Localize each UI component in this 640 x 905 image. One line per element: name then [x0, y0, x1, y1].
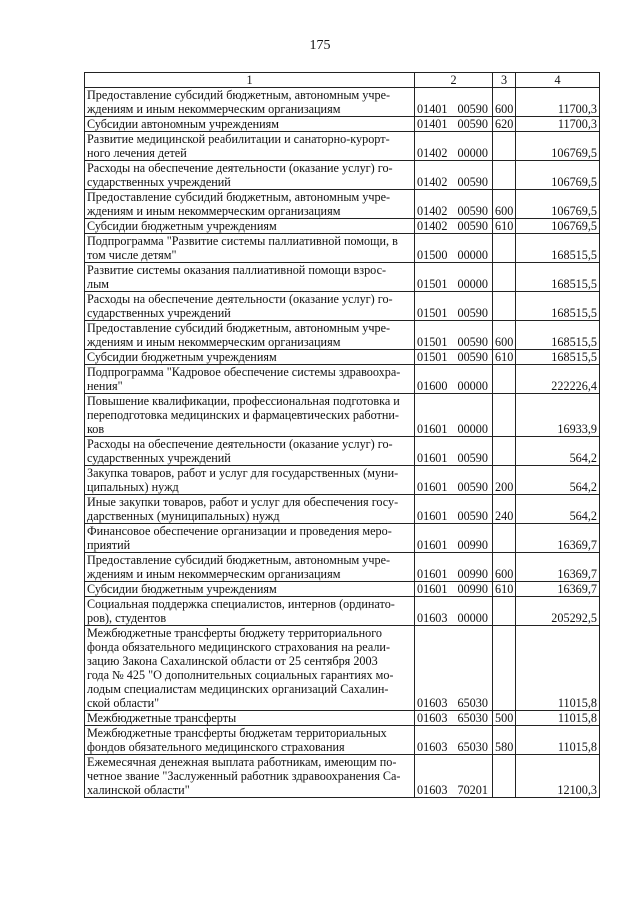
row-code — [415, 394, 493, 437]
row-code-direction: 00590 — [457, 350, 488, 364]
row-amount: 16369,7 — [516, 524, 600, 553]
row-code-direction: 00590 — [457, 102, 488, 116]
row-code — [415, 524, 493, 553]
row-code-program: 01603 — [417, 783, 448, 797]
row-expense-type — [493, 292, 516, 321]
row-expense-type: 610 — [493, 582, 516, 597]
row-amount: 16369,7 — [516, 553, 600, 582]
row-expense-type: 610 — [493, 350, 516, 365]
row-code — [415, 365, 493, 394]
table-row — [85, 132, 600, 161]
row-amount: 564,2 — [516, 495, 600, 524]
row-code-direction: 00990 — [457, 538, 488, 552]
row-name: Предоставление субсидий бюджетным, автономным учре- ждениям и иным некоммерческим организациям — [85, 88, 415, 117]
row-code-program: 01601 — [417, 422, 448, 436]
row-amount: 168515,5 — [516, 263, 600, 292]
row-code — [415, 350, 493, 365]
row-expense-type: 600 — [493, 88, 516, 117]
row-code — [415, 726, 493, 755]
row-code-program: 01601 — [417, 480, 448, 494]
row-code-program: 01603 — [417, 711, 448, 725]
row-name: Финансовое обеспечение организации и проведения меро- приятий — [85, 524, 415, 553]
table-row — [85, 350, 600, 365]
table-body — [85, 88, 600, 798]
row-code — [415, 495, 493, 524]
row-code — [415, 88, 493, 117]
row-amount: 222226,4 — [516, 365, 600, 394]
table-row — [85, 292, 600, 321]
row-name: Подпрограмма "Развитие системы паллиативной помощи, в том числе детям" — [85, 234, 415, 263]
table-row — [85, 711, 600, 726]
row-code-direction: 00990 — [457, 567, 488, 581]
row-expense-type: 600 — [493, 321, 516, 350]
row-code-program: 01603 — [417, 611, 448, 625]
row-name: Субсидии бюджетным учреждениям — [85, 582, 415, 597]
row-code — [415, 234, 493, 263]
header-col-3: 3 — [493, 73, 516, 88]
row-expense-type: 620 — [493, 117, 516, 132]
table-row — [85, 88, 600, 117]
row-code-program: 01402 — [417, 146, 448, 160]
row-code-program: 01501 — [417, 306, 448, 320]
table-row — [85, 161, 600, 190]
table-header-row — [85, 73, 600, 88]
row-name: Межбюджетные трансферты бюджетам территориальных фондов обязательного медицинского страхования — [85, 726, 415, 755]
row-code — [415, 437, 493, 466]
table-row — [85, 597, 600, 626]
row-name: Развитие медицинской реабилитации и санаторно-курорт- ного лечения детей — [85, 132, 415, 161]
row-code-direction: 00590 — [457, 117, 488, 131]
row-code-program: 01601 — [417, 567, 448, 581]
row-code-direction: 00000 — [457, 146, 488, 160]
row-code-program: 01402 — [417, 175, 448, 189]
row-code-direction: 00000 — [457, 611, 488, 625]
row-expense-type: 610 — [493, 219, 516, 234]
row-name: Межбюджетные трансферты бюджету территориального фонда обязательного медицинского страхования на реали- зацию Закона Сахалинской области от 25 сентября 2003 года № 425 "О дополнительных социальных гарантиях мо- лодым специалистам медицинских организаций Сахалин- ской области" — [85, 626, 415, 711]
row-code-program: 01601 — [417, 582, 448, 596]
row-code — [415, 161, 493, 190]
row-expense-type — [493, 263, 516, 292]
row-code-direction: 00590 — [457, 219, 488, 233]
row-code — [415, 466, 493, 495]
table-row — [85, 263, 600, 292]
row-expense-type — [493, 234, 516, 263]
row-name: Субсидии автономным учреждениям — [85, 117, 415, 132]
table-row — [85, 524, 600, 553]
row-name: Закупка товаров, работ и услуг для государственных (муни- ципальных) нужд — [85, 466, 415, 495]
row-code-program: 01500 — [417, 248, 448, 262]
row-amount: 11015,8 — [516, 726, 600, 755]
header-col-2: 2 — [415, 73, 493, 88]
table-row — [85, 582, 600, 597]
row-amount: 564,2 — [516, 466, 600, 495]
row-code — [415, 321, 493, 350]
row-name: Субсидии бюджетным учреждениям — [85, 350, 415, 365]
row-code — [415, 597, 493, 626]
row-code-program: 01501 — [417, 277, 448, 291]
row-code — [415, 553, 493, 582]
row-code-direction: 65030 — [457, 740, 488, 754]
table-row — [85, 321, 600, 350]
row-code-direction: 65030 — [457, 711, 488, 725]
table-row — [85, 726, 600, 755]
row-code-program: 01501 — [417, 335, 448, 349]
row-code — [415, 132, 493, 161]
row-amount: 106769,5 — [516, 132, 600, 161]
row-amount: 564,2 — [516, 437, 600, 466]
row-code-program: 01603 — [417, 740, 448, 754]
row-code — [415, 711, 493, 726]
row-code-direction: 70201 — [457, 783, 488, 797]
row-code-direction: 00000 — [457, 422, 488, 436]
table-row — [85, 755, 600, 798]
header-col-1: 1 — [85, 73, 415, 88]
table-row — [85, 626, 600, 711]
row-amount: 11015,8 — [516, 711, 600, 726]
row-code-program: 01601 — [417, 509, 448, 523]
row-amount: 106769,5 — [516, 190, 600, 219]
row-expense-type — [493, 365, 516, 394]
row-code-direction: 65030 — [457, 696, 488, 710]
row-code-direction: 00000 — [457, 248, 488, 262]
row-expense-type: 500 — [493, 711, 516, 726]
row-amount: 106769,5 — [516, 219, 600, 234]
row-amount: 16369,7 — [516, 582, 600, 597]
row-amount: 12100,3 — [516, 755, 600, 798]
row-expense-type: 600 — [493, 553, 516, 582]
row-code — [415, 117, 493, 132]
row-code-program: 01600 — [417, 379, 448, 393]
row-expense-type: 580 — [493, 726, 516, 755]
row-code-program: 01402 — [417, 219, 448, 233]
row-amount: 11700,3 — [516, 88, 600, 117]
row-code-program: 01601 — [417, 538, 448, 552]
row-expense-type: 200 — [493, 466, 516, 495]
row-code-direction: 00590 — [457, 204, 488, 218]
table-row — [85, 234, 600, 263]
row-amount: 168515,5 — [516, 234, 600, 263]
row-amount: 106769,5 — [516, 161, 600, 190]
row-expense-type: 240 — [493, 495, 516, 524]
row-code-direction: 00590 — [457, 451, 488, 465]
table-row — [85, 466, 600, 495]
row-expense-type — [493, 626, 516, 711]
row-code-program: 01501 — [417, 350, 448, 364]
row-code-program: 01401 — [417, 102, 448, 116]
row-name: Субсидии бюджетным учреждениям — [85, 219, 415, 234]
row-amount: 168515,5 — [516, 321, 600, 350]
row-code-direction: 00990 — [457, 582, 488, 596]
row-name: Развитие системы оказания паллиативной помощи взрос- лым — [85, 263, 415, 292]
table-row — [85, 219, 600, 234]
row-code-program: 01601 — [417, 451, 448, 465]
row-code-direction: 00590 — [457, 335, 488, 349]
row-expense-type — [493, 597, 516, 626]
row-amount: 168515,5 — [516, 350, 600, 365]
row-code-direction: 00590 — [457, 480, 488, 494]
row-expense-type — [493, 132, 516, 161]
header-col-4: 4 — [516, 73, 600, 88]
row-code-program: 01401 — [417, 117, 448, 131]
table-row — [85, 495, 600, 524]
row-code-direction: 00590 — [457, 175, 488, 189]
row-code — [415, 219, 493, 234]
row-name: Предоставление субсидий бюджетным, автономным учре- ждениям и иным некоммерческим организациям — [85, 321, 415, 350]
row-amount: 168515,5 — [516, 292, 600, 321]
row-name: Ежемесячная денежная выплата работникам, имеющим по- четное звание "Заслуженный работник здравоохранения Са- халинской области" — [85, 755, 415, 798]
row-code-direction: 00590 — [457, 509, 488, 523]
row-name: Расходы на обеспечение деятельности (оказание услуг) го- сударственных учреждений — [85, 161, 415, 190]
row-code — [415, 582, 493, 597]
budget-table — [84, 72, 600, 798]
row-expense-type — [493, 755, 516, 798]
row-name: Расходы на обеспечение деятельности (оказание услуг) го- сударственных учреждений — [85, 437, 415, 466]
row-code — [415, 626, 493, 711]
table-row — [85, 117, 600, 132]
row-name: Подпрограмма "Кадровое обеспечение системы здравоохра- нения" — [85, 365, 415, 394]
row-code-program: 01603 — [417, 696, 448, 710]
row-code — [415, 755, 493, 798]
row-expense-type — [493, 437, 516, 466]
row-amount: 11015,8 — [516, 626, 600, 711]
row-code — [415, 263, 493, 292]
row-code — [415, 292, 493, 321]
row-name: Иные закупки товаров, работ и услуг для обеспечения госу- дарственных (муниципальных) нужд — [85, 495, 415, 524]
table-row — [85, 190, 600, 219]
table-row — [85, 553, 600, 582]
row-expense-type: 600 — [493, 190, 516, 219]
row-expense-type — [493, 524, 516, 553]
row-name: Социальная поддержка специалистов, интернов (ординато- ров), студентов — [85, 597, 415, 626]
row-amount: 205292,5 — [516, 597, 600, 626]
row-code — [415, 190, 493, 219]
table-row — [85, 437, 600, 466]
row-expense-type — [493, 394, 516, 437]
row-amount: 16933,9 — [516, 394, 600, 437]
row-expense-type — [493, 161, 516, 190]
row-name: Межбюджетные трансферты — [85, 711, 415, 726]
row-name: Повышение квалификации, профессиональная подготовка и переподготовка медицинских и фармацевтических работни- ков — [85, 394, 415, 437]
row-code-direction: 00000 — [457, 379, 488, 393]
table-row — [85, 365, 600, 394]
row-name: Предоставление субсидий бюджетным, автономным учре- ждениям и иным некоммерческим организациям — [85, 553, 415, 582]
page-number: 175 — [309, 38, 331, 53]
row-name: Предоставление субсидий бюджетным, автономным учре- ждениям и иным некоммерческим организациям — [85, 190, 415, 219]
row-name: Расходы на обеспечение деятельности (оказание услуг) го- сударственных учреждений — [85, 292, 415, 321]
row-code-direction: 00590 — [457, 306, 488, 320]
table-row — [85, 394, 600, 437]
row-code-direction: 00000 — [457, 277, 488, 291]
row-amount: 11700,3 — [516, 117, 600, 132]
row-code-program: 01402 — [417, 204, 448, 218]
